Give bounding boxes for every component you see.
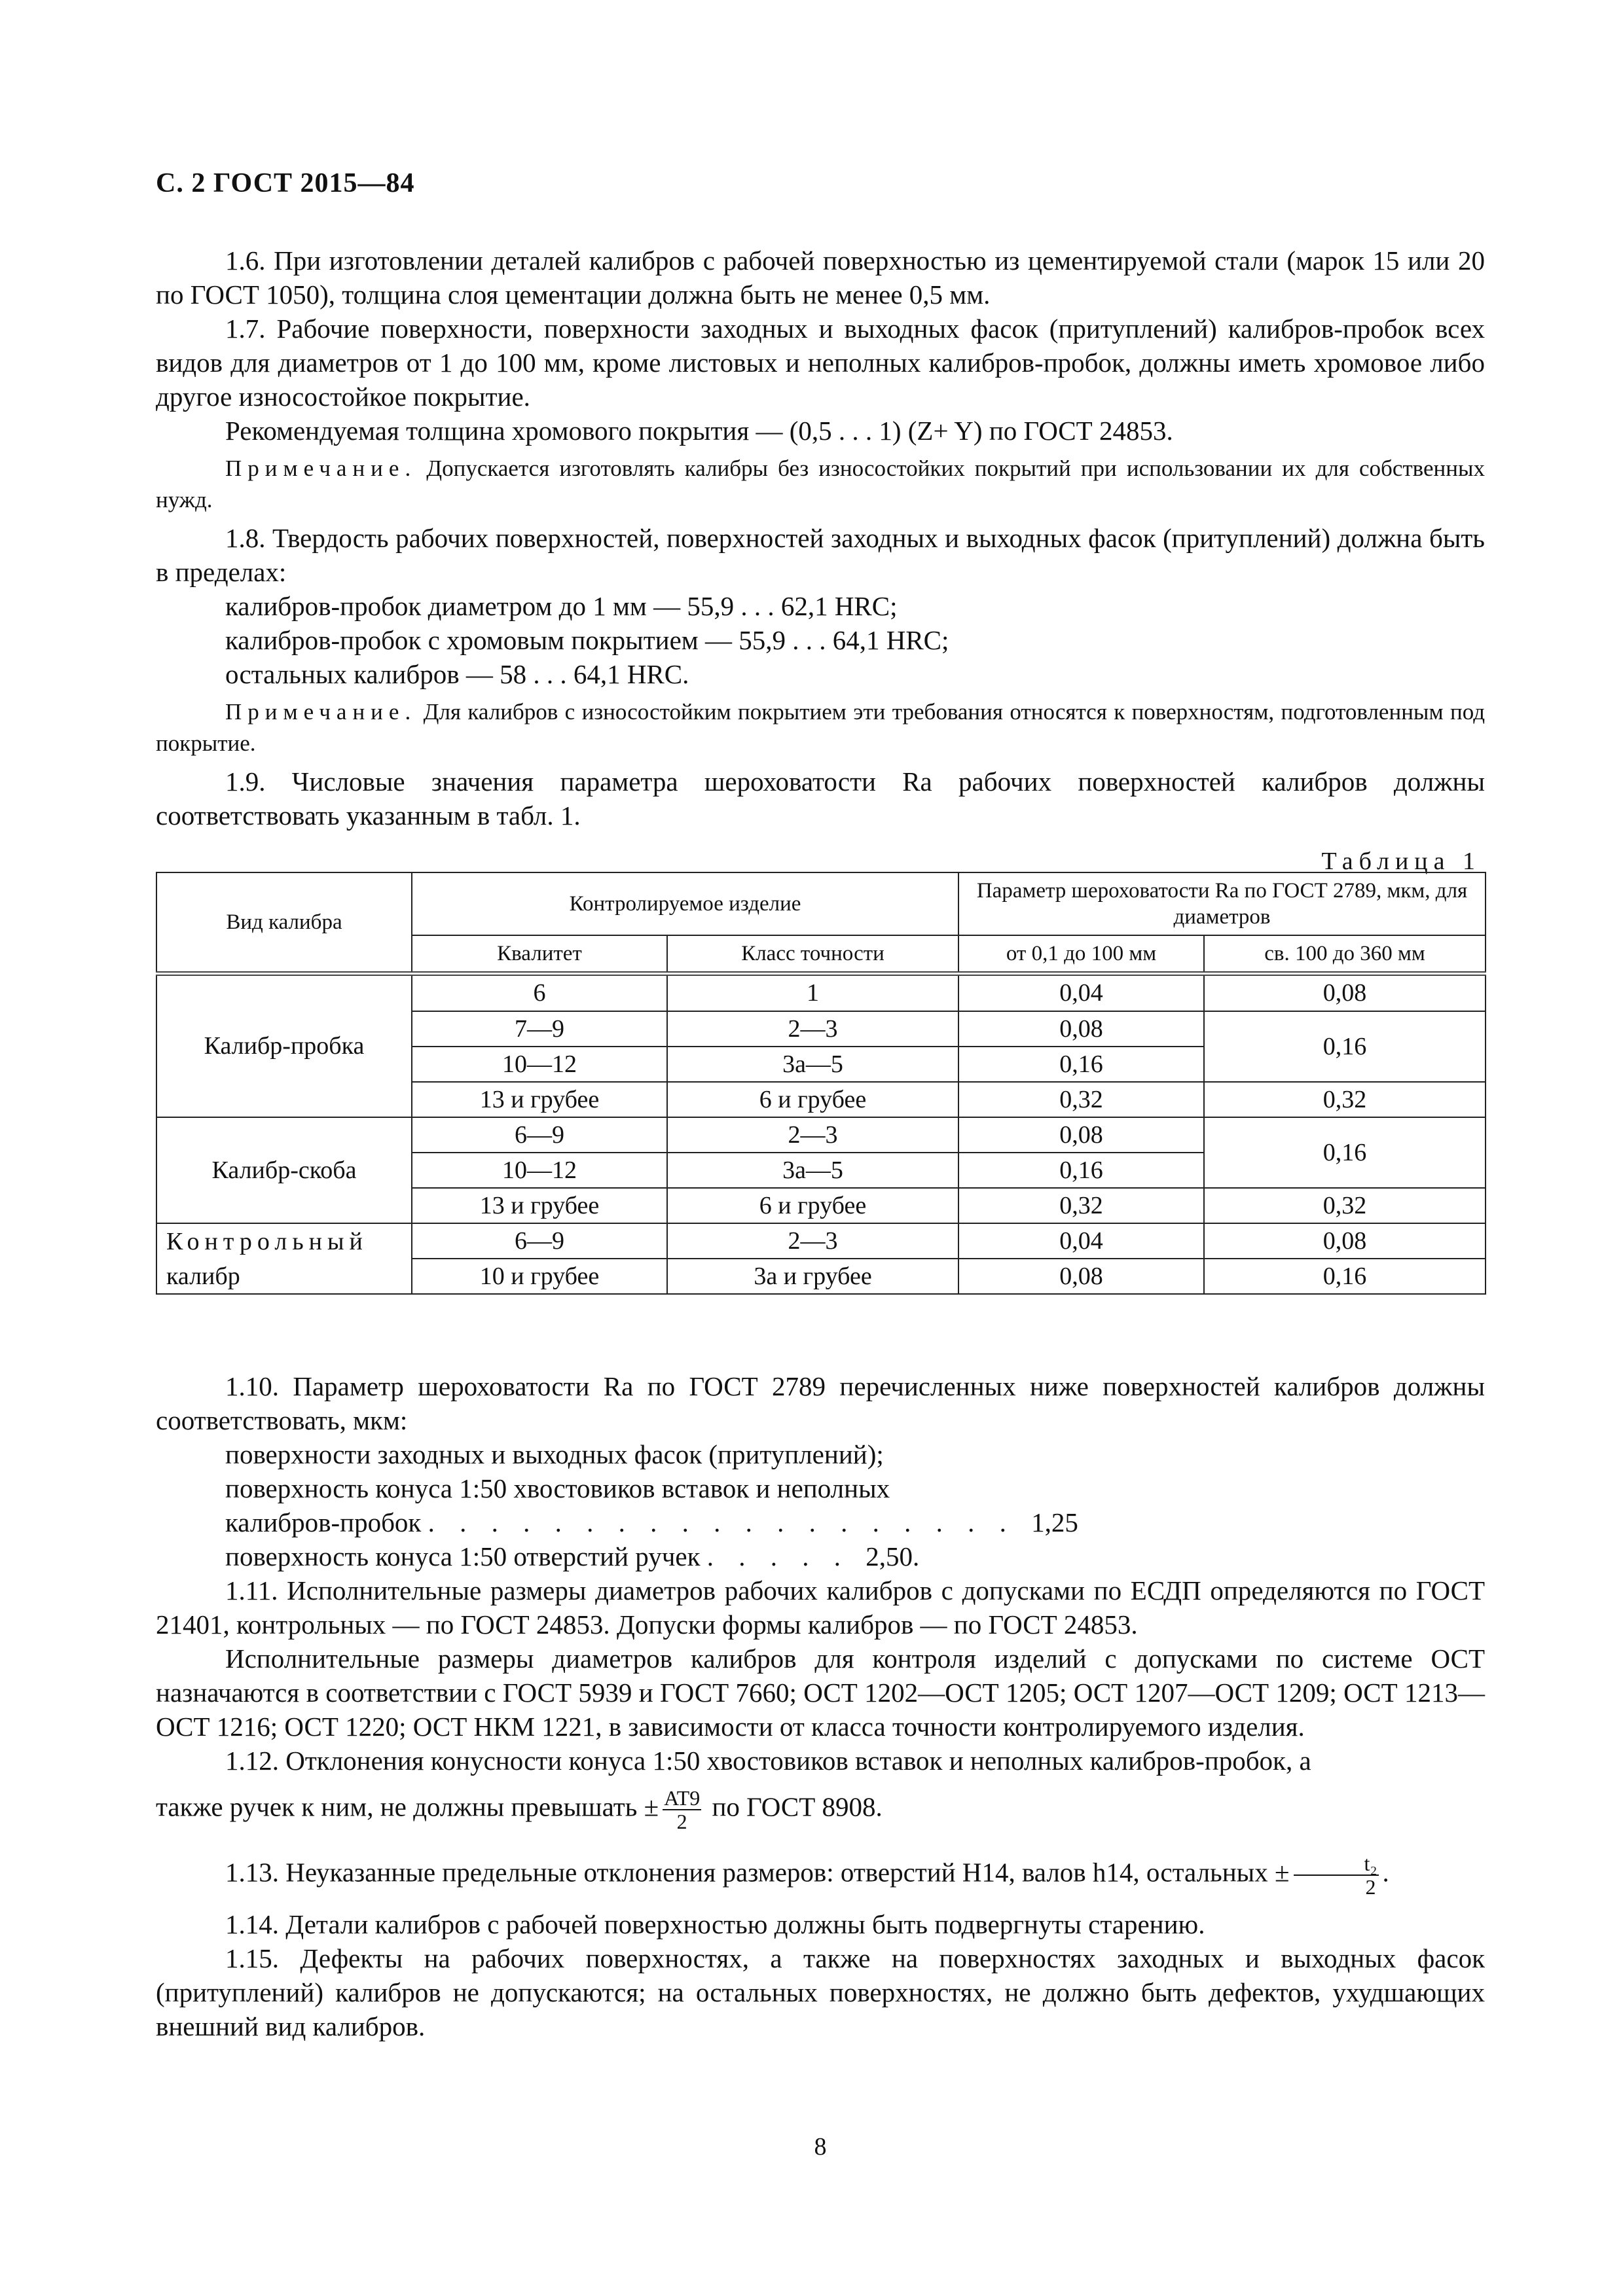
line-3-text: калибров-пробок bbox=[225, 1507, 422, 1537]
table-1 bbox=[156, 872, 1486, 1295]
cell: 0,08 bbox=[958, 1259, 1204, 1294]
kind-control-line2: калибр bbox=[156, 1259, 412, 1294]
th-d1: от 0,1 до 100 мм bbox=[958, 935, 1204, 973]
hardness-item-1: калибров-пробок диаметром до 1 мм — 55,9 . . . 62,1 HRC; bbox=[225, 591, 898, 621]
cell: 0,08 bbox=[958, 1011, 1204, 1047]
th-d2: св. 100 до 360 мм bbox=[1204, 935, 1486, 973]
cell: 1 bbox=[667, 973, 958, 1011]
para-1-7-recommendation: Рекомендуемая толщина хромового покрытия — (0,5 . . . 1) (Z+ Y) по ГОСТ 24853. bbox=[225, 416, 1173, 446]
kind-plug: Калибр-пробка bbox=[156, 973, 412, 1117]
cell: 0,32 bbox=[1204, 1188, 1486, 1223]
cell: 6—9 bbox=[412, 1117, 667, 1153]
th-qualitet: Квалитет bbox=[412, 935, 667, 973]
cell: 0,04 bbox=[958, 973, 1204, 1011]
para-1-12-post: по ГОСТ 8908. bbox=[712, 1791, 883, 1822]
cell: 3а—5 bbox=[667, 1153, 958, 1188]
kind-control-line1: Контрольный bbox=[156, 1223, 412, 1259]
cell: 10—12 bbox=[412, 1047, 667, 1082]
cell: 3а и грубее bbox=[667, 1259, 958, 1294]
table-row bbox=[156, 1259, 1486, 1294]
para-1-9: 1.9. Числовые значения параметра шероховатости Ra рабочих поверхностей калибров должны соответствовать указанным в табл. 1. bbox=[156, 766, 1485, 831]
hardness-item-3: остальных калибров — 58 . . . 64,1 HRC. bbox=[225, 659, 689, 689]
para-1-8: 1.8. Твердость рабочих поверхностей, поверхностей заходных и выходных фасок (притуплений) должна быть в пределах: bbox=[156, 523, 1485, 587]
cell: 0,32 bbox=[958, 1082, 1204, 1117]
line-4-text: поверхность конуса 1:50 отверстий ручек bbox=[225, 1541, 701, 1571]
para-1-11b: Исполнительные размеры диаметров калибров для контроля изделий с допусками по системе ОСТ назначаются в соответствии с ГОСТ 5939 и ГОСТ 7660; ОСТ 1202—ОСТ 1205; ОСТ 1207—ОСТ 1209; ОСТ 1213—ОСТ 1216; ОСТ 1220; ОСТ НКМ 1221, в зависимости от класса точности контролируемого изделия. bbox=[156, 1643, 1485, 1742]
th-class: Класс точности bbox=[667, 935, 958, 973]
cell: 6—9 bbox=[412, 1223, 667, 1259]
th-param: Параметр шероховатости Ra по ГОСТ 2789, мкм, для диаметров bbox=[958, 872, 1486, 935]
cell: 0,04 bbox=[958, 1223, 1204, 1259]
cell: 6 bbox=[412, 973, 667, 1011]
note-1 bbox=[156, 453, 1485, 516]
para-1-13-post: . bbox=[1382, 1857, 1389, 1888]
cell: 2—3 bbox=[667, 1117, 958, 1153]
cell-merged: 0,16 bbox=[1204, 1011, 1486, 1082]
para-1-6: 1.6. При изготовлении деталей калибров с рабочей поверхностью из цементируемой стали (марок 15 или 20 по ГОСТ 1050), толщина слоя цементации должна быть не менее 0,5 мм. bbox=[156, 245, 1485, 310]
note-1-label: Примечание. bbox=[225, 456, 417, 481]
cell: 0,08 bbox=[1204, 973, 1486, 1011]
kind-snap: Калибр-скоба bbox=[156, 1117, 412, 1223]
para-1-11: 1.11. Исполнительные размеры диаметров рабочих калибров с допусками по ЕСДП определяются по ГОСТ 21401, контрольных — по ГОСТ 24853. Допуски формы калибров — по ГОСТ 24853. bbox=[156, 1575, 1485, 1640]
page-number: 8 bbox=[814, 2133, 827, 2161]
note-1-text: Допускается изготовлять калибры без износостойких покрытий при использовании их для собственных нужд. bbox=[156, 456, 1486, 512]
line-4-value: 2,50. bbox=[866, 1541, 920, 1571]
fraction-denominator: 2 bbox=[676, 1810, 687, 1833]
para-1-10-line-3: калибров-пробок . . . . . . . . . . . . . . . . . . . 1,25 bbox=[225, 1507, 1078, 1537]
note-2-text: Для калибров с износостойким покрытием эти требования относятся к поверхностям, подготовленным под покрытие. bbox=[156, 699, 1486, 756]
text-block-top bbox=[156, 243, 1485, 878]
para-1-12: 1.12. Отклонения конусности конуса 1:50 хвостовиков вставок и неполных калибров-пробок, а bbox=[225, 1746, 1311, 1776]
table-row bbox=[156, 1117, 1486, 1153]
fraction-numerator: t₂ bbox=[1294, 1852, 1379, 1876]
cell: 6 и грубее bbox=[667, 1082, 958, 1117]
para-1-14: 1.14. Детали калибров с рабочей поверхностью должны быть подвергнуты старению. bbox=[225, 1909, 1205, 1939]
cell: 2—3 bbox=[667, 1223, 958, 1259]
para-1-12-pre: также ручек к ним, не должны превышать ± bbox=[156, 1791, 659, 1822]
cell: 13 и грубее bbox=[412, 1082, 667, 1117]
para-1-13-pre: 1.13. Неуказанные предельные отклонения размеров: отверстий H14, валов h14, остальных ± bbox=[225, 1857, 1290, 1888]
cell: 0,16 bbox=[958, 1153, 1204, 1188]
cell: 13 и грубее bbox=[412, 1188, 667, 1223]
para-1-7: 1.7. Рабочие поверхности, поверхности заходных и выходных фасок (притуплений) калибров-пробок всех видов для диаметров от 1 до 100 мм, кроме листовых и неполных калибров-пробок, должны иметь хромовое либо другое износостойкое покрытие. bbox=[156, 314, 1485, 412]
para-1-10-line-1: поверхности заходных и выходных фасок (притуплений); bbox=[225, 1439, 884, 1469]
th-item: Контролируемое изделие bbox=[412, 872, 958, 935]
para-1-10: 1.10. Параметр шероховатости Ra по ГОСТ 2789 перечисленных ниже поверхностей калибров должны соответствовать, мкм: bbox=[156, 1371, 1485, 1435]
table-row bbox=[156, 1223, 1486, 1259]
table-1-wrapper bbox=[156, 872, 1486, 1295]
hardness-item-2: калибров-пробок с хромовым покрытием — 55,9 . . . 64,1 HRC; bbox=[225, 625, 949, 655]
fraction-denominator: 2 bbox=[1365, 1875, 1376, 1899]
cell: 10 и грубее bbox=[412, 1259, 667, 1294]
cell: 3а—5 bbox=[667, 1047, 958, 1082]
th-kind: Вид калибра bbox=[156, 872, 412, 973]
table-1-caption: Таблица 1 bbox=[1321, 848, 1481, 875]
cell: 0,16 bbox=[958, 1047, 1204, 1082]
para-1-12-cont bbox=[156, 1787, 1485, 1833]
cell: 0,08 bbox=[1204, 1223, 1486, 1259]
cell: 6 и грубее bbox=[667, 1188, 958, 1223]
text-block-bottom bbox=[156, 1369, 1485, 2043]
cell: 0,32 bbox=[1204, 1082, 1486, 1117]
para-1-10-line-4: поверхность конуса 1:50 отверстий ручек . . . . . 2,50. bbox=[225, 1541, 920, 1571]
cell: 10—12 bbox=[412, 1153, 667, 1188]
document-page bbox=[156, 0, 1485, 2296]
para-1-15: 1.15. Дефекты на рабочих поверхностях, а также на поверхностях заходных и выходных фасок (притуплений) калибров не допускаются; на остальных поверхностях, не должно быть дефектов, ухудшающих внешний вид калибров. bbox=[156, 1943, 1485, 2041]
para-1-10-line-2: поверхность конуса 1:50 хвостовиков вставок и неполных bbox=[225, 1473, 890, 1503]
cell: 7—9 bbox=[412, 1011, 667, 1047]
fraction-t2 bbox=[1294, 1852, 1379, 1898]
fraction-numerator: AT9 bbox=[664, 1786, 701, 1810]
fraction-at9 bbox=[663, 1787, 701, 1833]
cell: 0,08 bbox=[958, 1117, 1204, 1153]
note-2 bbox=[156, 696, 1485, 759]
cell-merged: 0,16 bbox=[1204, 1117, 1486, 1188]
para-1-13 bbox=[156, 1852, 1485, 1898]
page-header: С. 2 ГОСТ 2015—84 bbox=[156, 168, 415, 198]
cell: 2—3 bbox=[667, 1011, 958, 1047]
line-3-value: 1,25 bbox=[1031, 1507, 1078, 1537]
cell: 0,16 bbox=[1204, 1259, 1486, 1294]
note-2-label: Примечание. bbox=[225, 699, 417, 725]
cell: 0,32 bbox=[958, 1188, 1204, 1223]
table-row bbox=[156, 973, 1486, 1011]
